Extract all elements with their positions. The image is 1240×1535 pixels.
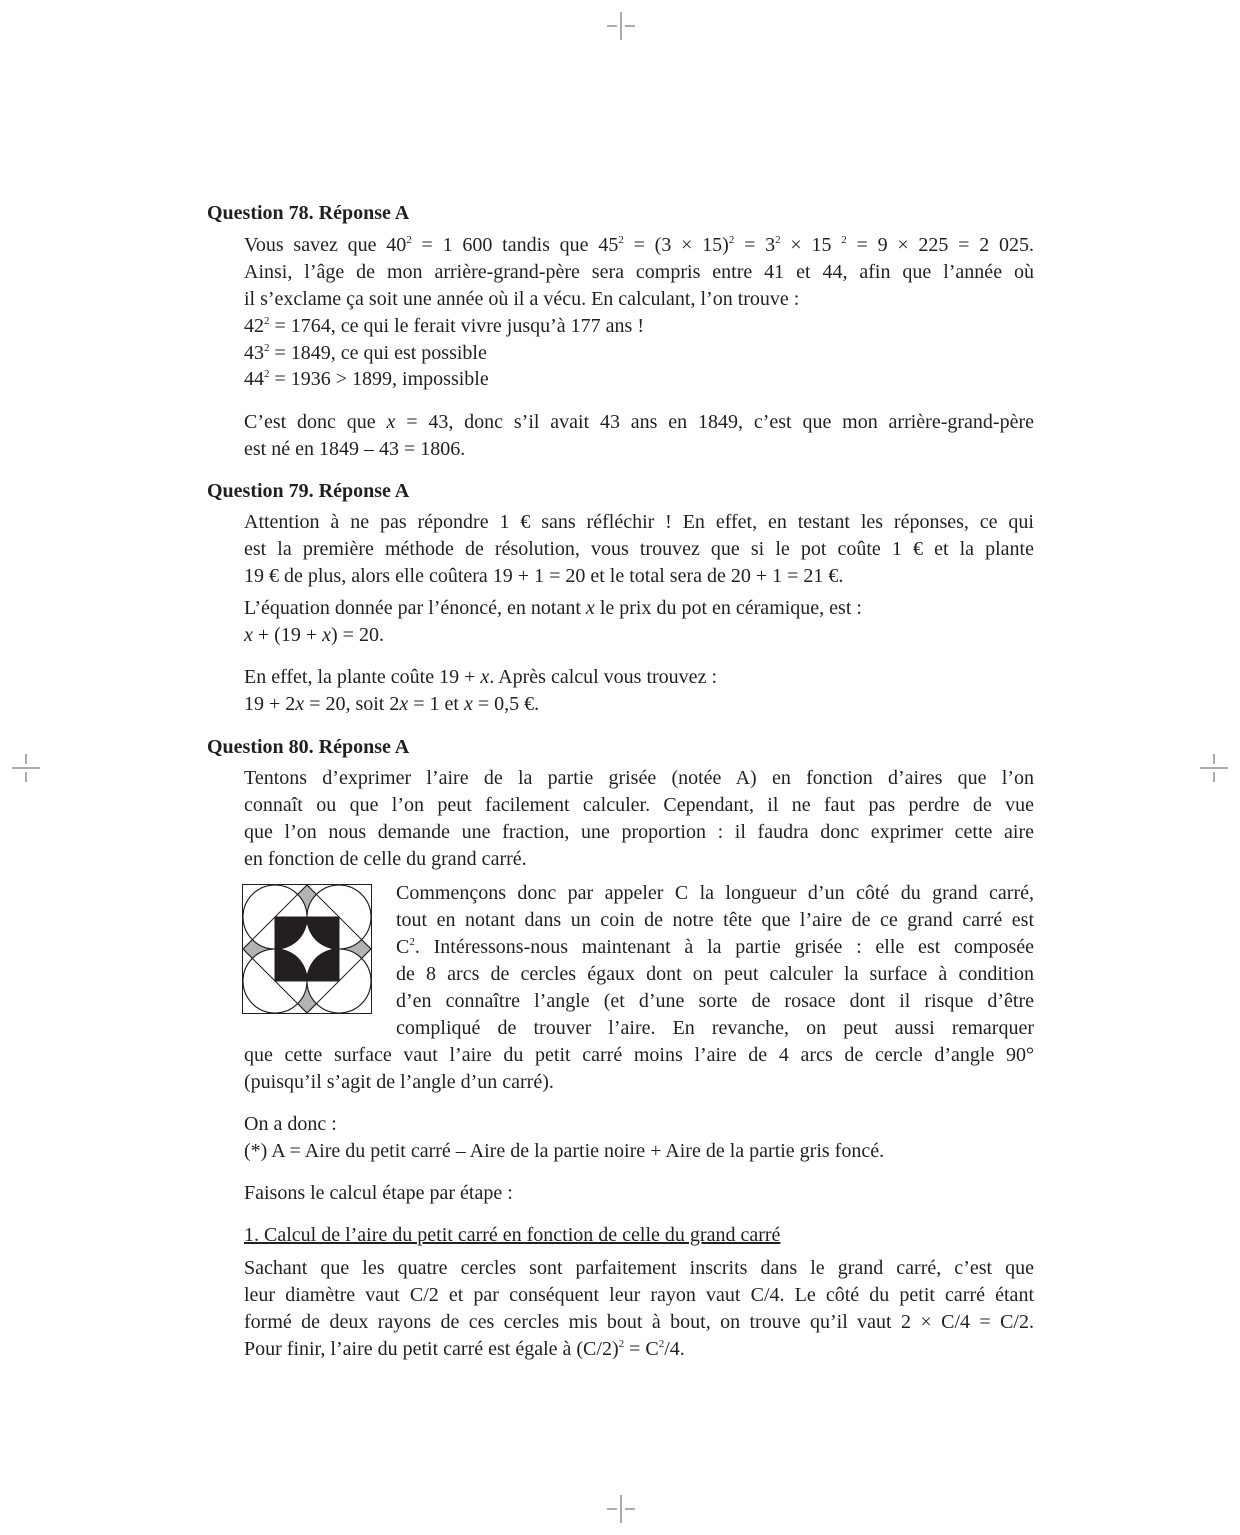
q80-line-4: en fonction de celle du grand carré.	[244, 848, 527, 870]
q79-line-2: est la première méthode de résolution, vous trouvez que si le pot coûte 1 € et la plante	[244, 538, 1034, 560]
crop-mark-bottom	[607, 1495, 635, 1523]
q79-line-6: En effet, la plante coûte 19 + x. Après calcul vous trouvez :	[244, 666, 717, 688]
q80-wrap-5: d’en connaître l’angle (et d’une sorte de rosace dont il risque d’être	[396, 990, 1034, 1012]
q80-wrap-4: de 8 arcs de cercles égaux dont on peut calculer la surface à condition	[396, 963, 1034, 985]
q80-wrap-3: $C^2$. Intéressons-nous maintenant à la partie grisée : elle est composée	[396, 936, 1034, 958]
q80-line-3: que l’on nous demande une fraction, une proportion : il faudra donc exprimer cette aire	[244, 821, 1034, 843]
q80-line-10: Sachant que les quatre cercles sont parfaitement inscrits dans le grand carré, c’est que	[244, 1257, 1034, 1279]
q80-wrap-6: compliqué de trouver l’aire. En revanche, on peut aussi remarquer	[396, 1017, 1034, 1039]
q80-line-2: connaît ou que l’on peut facilement calculer. Cependant, il ne faut pas perdre de vue	[244, 794, 1034, 816]
crop-mark-left	[12, 754, 40, 782]
q80-line-6: (puisqu’il s’agit de l’angle d’un carré).	[244, 1071, 554, 1093]
q80-step-1-heading: 1. Calcul de l’aire du petit carré en fonction de celle du grand carré	[244, 1224, 781, 1246]
crop-mark-right	[1200, 754, 1228, 782]
q80-wrap-1: Commençons donc par appeler C la longueur d’un côté du grand carré,	[396, 882, 1034, 904]
q79-line-4: L’équation donnée par l’énoncé, en notant x le prix du pot en céramique, est :	[244, 597, 862, 619]
q80-line-11: leur diamètre vaut C/2 et par conséquent leur rayon vaut C/4. Le côté du petit carré étant	[244, 1284, 1034, 1306]
question-78-heading: Question 78. Réponse A	[207, 202, 410, 224]
q78-line-6: $44^2 = 1936 > 1899$, impossible	[244, 368, 489, 390]
q80-line-13: Pour finir, l’aire du petit carré est égale à $(C/2)^2 = C^2/4$.	[244, 1338, 685, 1360]
q78-line-7: C’est donc que x = 43, donc s’il avait 43 ans en 1849, c’est que mon arrière-grand-père	[244, 411, 1034, 433]
q80-line-9: Faisons le calcul étape par étape :	[244, 1182, 513, 1204]
q78-line-3: il s’exclame ça soit une année où il a vécu. En calculant, l’on trouve :	[244, 288, 800, 310]
q79-line-1: Attention à ne pas répondre 1 € sans réfléchir ! En effet, en testant les réponses, ce qui	[244, 511, 1034, 533]
q80-line-5: que cette surface vaut l’aire du petit carré moins l’aire de 4 arcs de cercle d’angle 90°	[244, 1044, 1034, 1066]
q80-line-12: formé de deux rayons de ces cercles mis bout à bout, on trouve qu’il vaut 2 × C/4 = C/2.	[244, 1311, 1034, 1333]
q80-line-1: Tentons d’exprimer l’aire de la partie grisée (notée A) en fonction d’aires que l’on	[244, 767, 1034, 789]
q80-line-7: On a donc :	[244, 1113, 337, 1135]
q78-line-5: $43^2 = 1849$, ce qui est possible	[244, 342, 487, 364]
q78-line-4: $42^2 = 1764$, ce qui le ferait vivre jusqu’à 177 ans !	[244, 315, 645, 337]
question-80-heading: Question 80. Réponse A	[207, 736, 410, 758]
crop-mark-top	[607, 12, 635, 40]
q79-line-7: 19 + 2x = 20, soit 2x = 1 et x = 0,5 €.	[244, 693, 540, 715]
q79-line-5: x + (19 + x) = 20.	[244, 624, 384, 646]
q80-wrap-2: tout en notant dans un coin de notre tête que l’aire de ce grand carré est	[396, 909, 1034, 931]
q78-line-1: Vous savez que $40^2 = 1$ 600 tandis que $45^2 = (3 \times 15)^2 = 3^2 \times 15$ $^2$ = 9 × 225 = 2 025.	[244, 234, 1035, 256]
q78-line-8: est né en 1849 – 43 = 1806.	[244, 438, 466, 460]
question-79-heading: Question 79. Réponse A	[207, 480, 410, 502]
q79-line-3: 19 € de plus, alors elle coûtera 19 + 1 = 20 et le total sera de 20 + 1 = 21 €.	[244, 565, 844, 587]
geometry-figure	[242, 884, 372, 1014]
q80-line-8: (*) A = Aire du petit carré – Aire de la partie noire + Aire de la partie gris foncé.	[244, 1140, 885, 1162]
q78-line-2: Ainsi, l’âge de mon arrière-grand-père sera compris entre 41 et 44, afin que l’année où	[244, 261, 1034, 283]
